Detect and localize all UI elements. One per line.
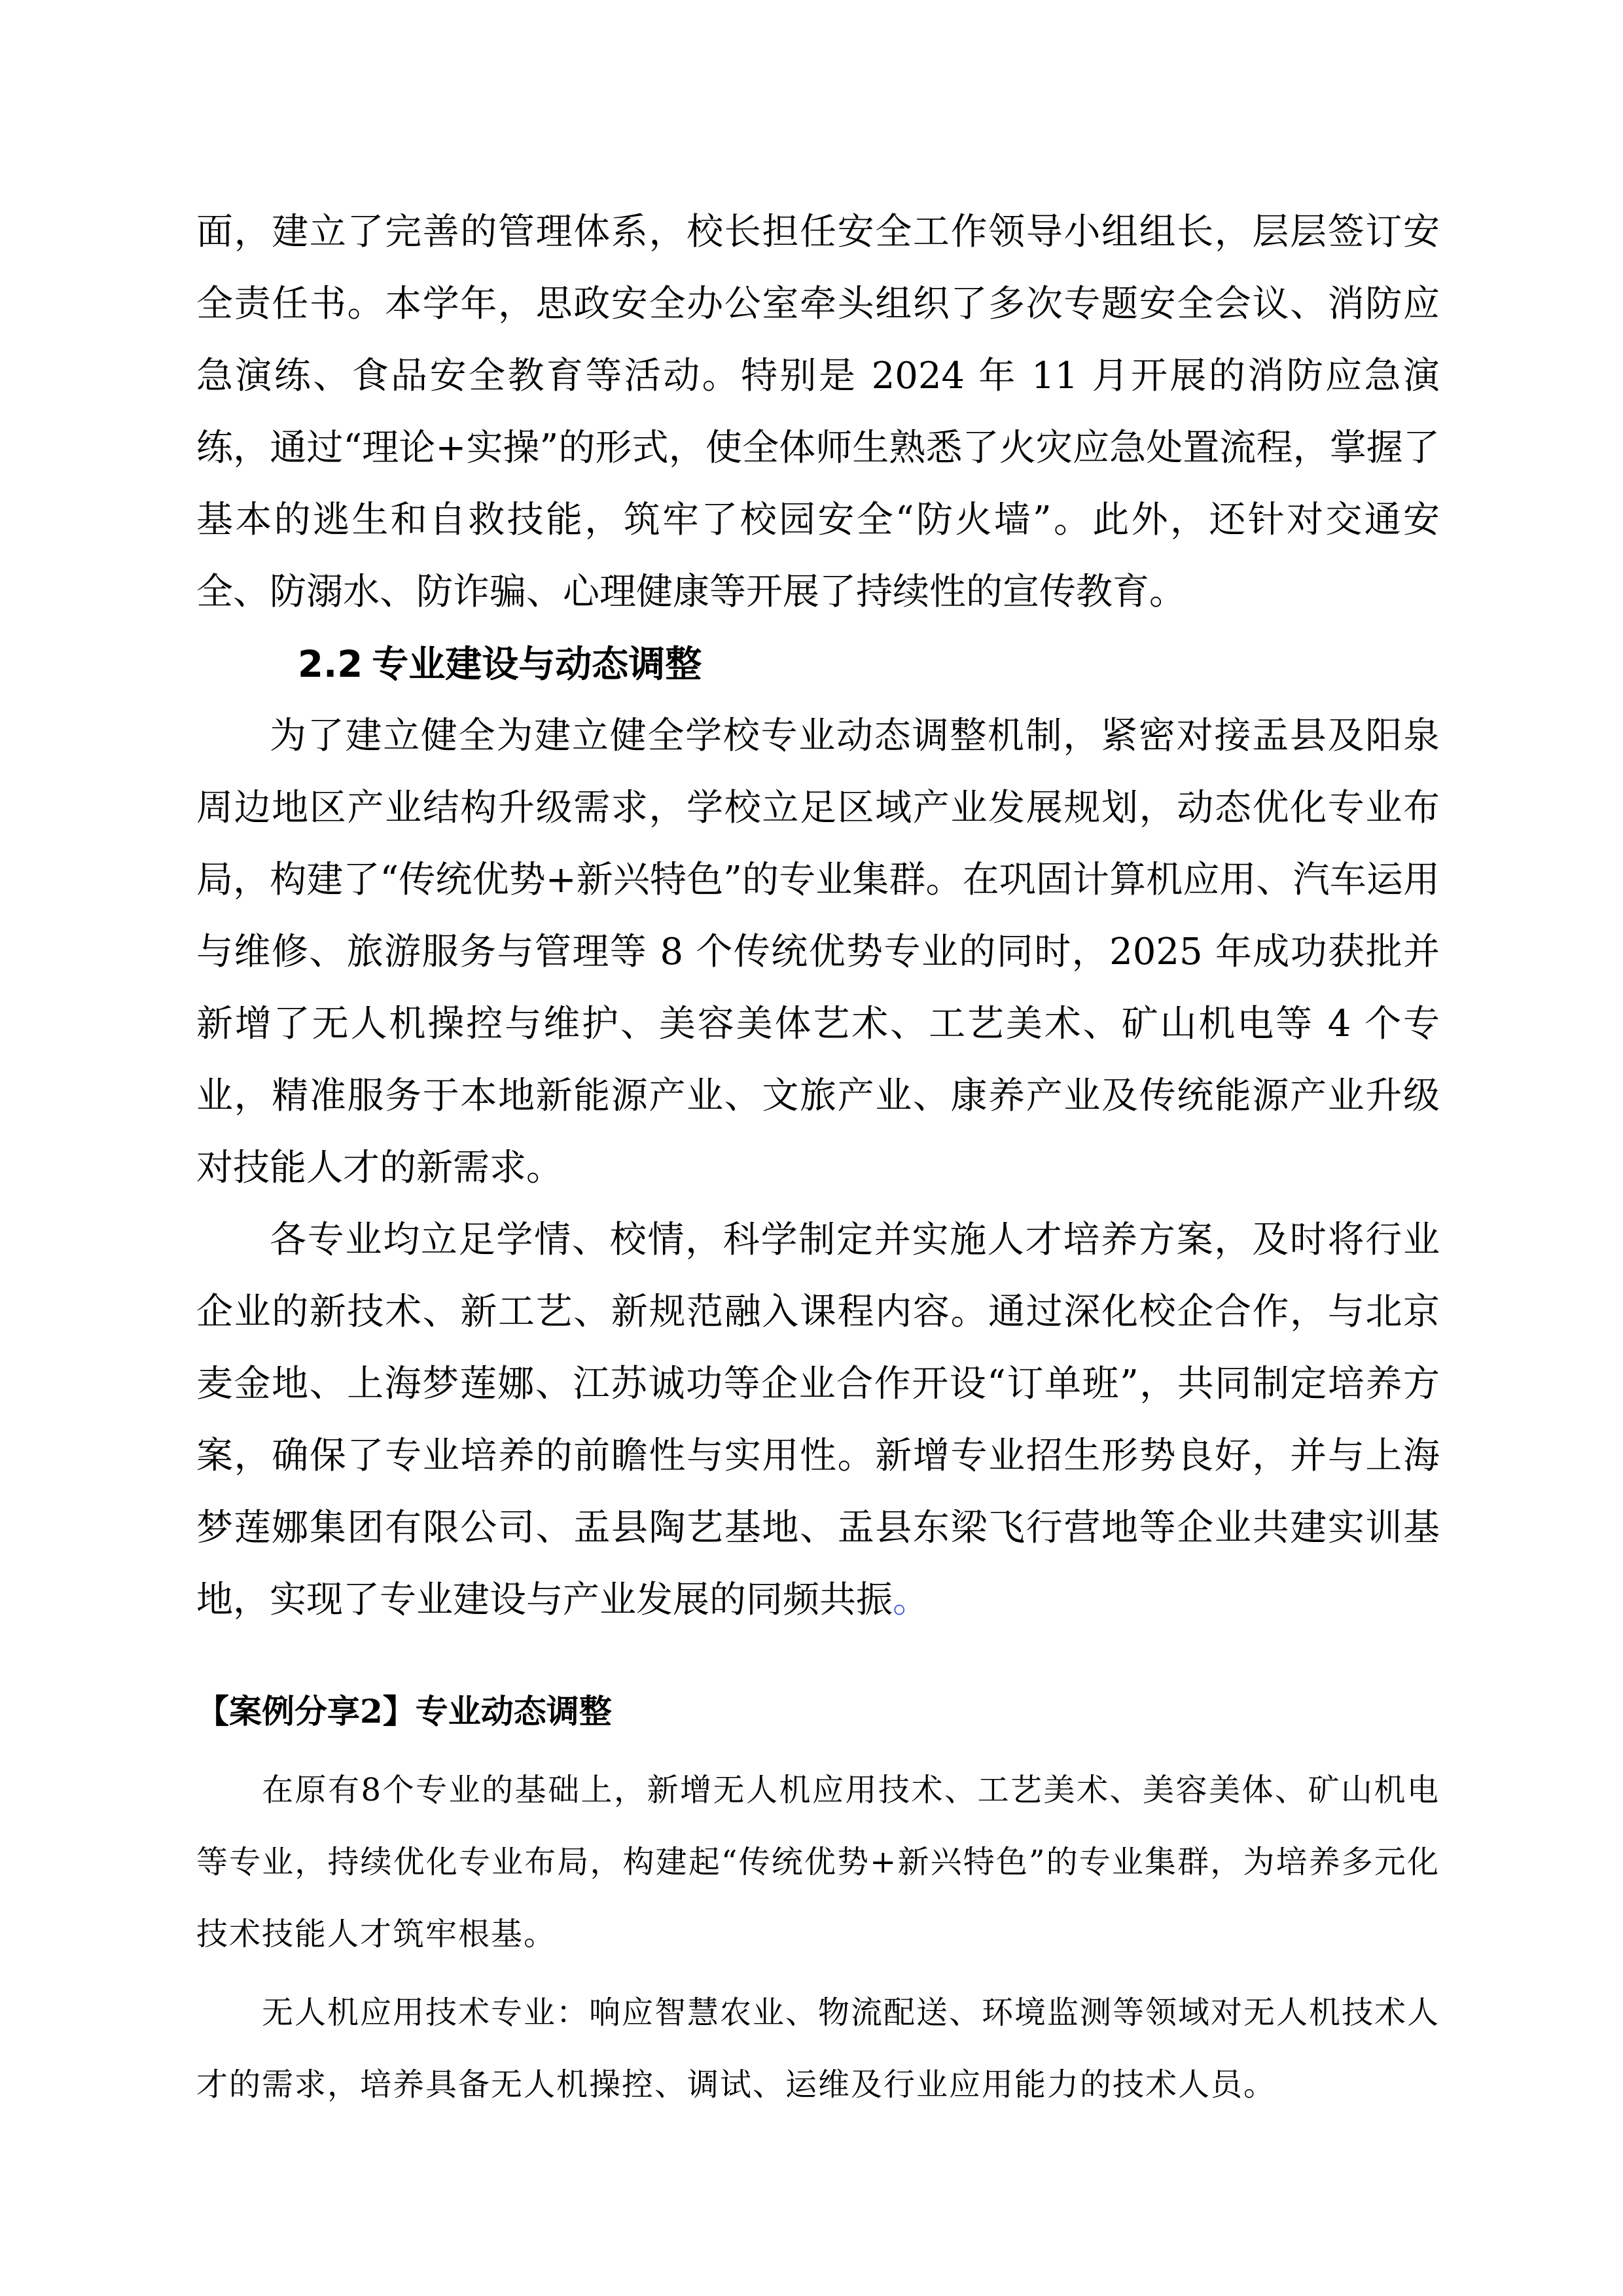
paragraph-end-mark: 。 <box>893 1579 929 1621</box>
paragraph-talent-training-text: 各专业均立足学情、校情，科学制定并实施人才培养方案，及时将行业企业的新技术、新工艺、新规范融入课程内容。通过深化校企合作，与北京麦金地、上海梦莲娜、江苏诚功等企业合作开设“订单班”，共同制定培养方案，确保了专业培养的前瞻性与实用性。新增专业招生形势良好，并与上海梦莲娜集团有限公司、盂县陶艺基地、盂县东梁飞行营地等企业共建实训基地，实现了专业建设与产业发展的同频共振 <box>196 1219 1440 1621</box>
paragraph-campus-safety: 面，建立了完善的管理体系，校长担任安全工作领导小组组长，层层签订安全责任书。本学年，思政安全办公室牵头组织了多次专题安全会议、消防应急演练、食品安全教育等活动。特别是 2024 年 11 月开展的消防应急演练，通过“理论+实操”的形式，使全体师生熟悉了火灾应急处置流程，掌握了基本的逃生和自救技能，筑牢了校园安全“防火墙”。此外，还针对交通安全、防溺水、防诈骗、心理健康等开展了持续性的宣传教育。 <box>196 211 1440 613</box>
section-title: 专业建设与动态调整 <box>372 643 702 686</box>
paragraph-major-adjustment: 为了建立健全为建立健全学校专业动态调整机制，紧密对接盂县及阳泉周边地区产业结构升级需求，学校立足区域产业发展规划，动态优化专业布局，构建了“传统优势+新兴特色”的专业集群。在巩固计算机应用、汽车运用与维修、旅游服务与管理等 8 个传统优势专业的同时，2025 年成功获批并新增了无人机操控与维护、美容美体艺术、工艺美术、矿山机电等 4 个专业，精准服务于本地新能源产业、文旅产业、康养产业及传统能源产业升级对技能人才的新需求。 <box>196 715 1440 1189</box>
case-title: 【案例分享2】专业动态调整 <box>196 1692 612 1731</box>
section-heading <box>298 628 702 701</box>
section-number: 2.2 <box>298 643 363 686</box>
case-drone-paragraph: 无人机应用技术专业：响应智慧农业、物流配送、环境监测等领域对无人机技术人才的需求，培养具备无人机操控、调试、运维及行业应用能力的技术人员。 <box>196 1994 1440 2103</box>
paragraph-talent-training <box>196 1204 1440 1636</box>
case-intro-paragraph: 在原有8个专业的基础上，新增无人机应用技术、工艺美术、美容美体、矿山机电等专业，持续优化专业布局，构建起“传统优势+新兴特色”的专业集群，为培养多元化技术技能人才筑牢根基。 <box>196 1772 1440 1952</box>
